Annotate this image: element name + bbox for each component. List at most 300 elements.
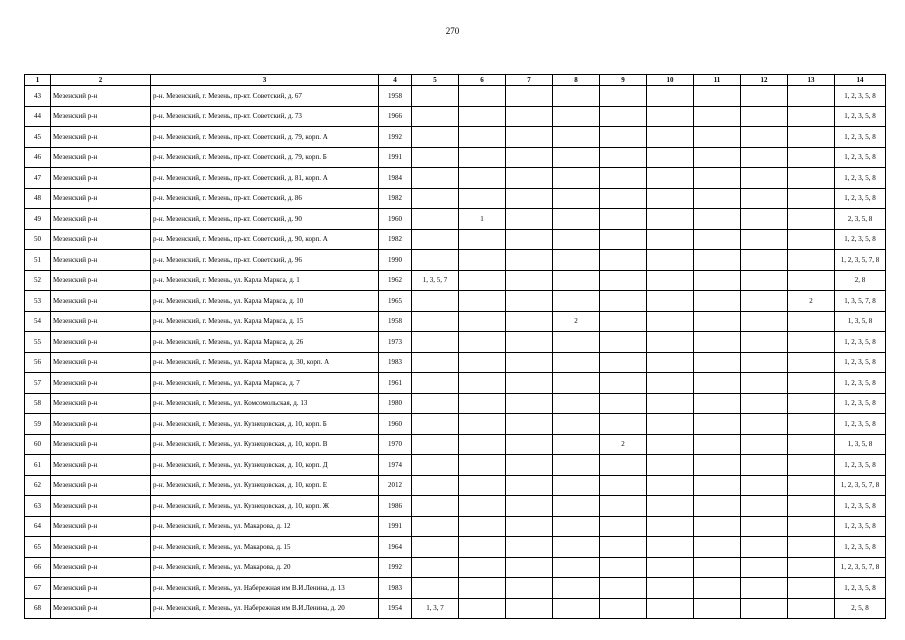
district-cell: Мезенский р-н — [51, 250, 151, 271]
col7-cell — [506, 229, 553, 250]
district-cell: Мезенский р-н — [51, 127, 151, 148]
col8-cell — [553, 455, 600, 476]
col12-cell — [741, 598, 788, 619]
col10-cell — [647, 127, 694, 148]
column-header: 4 — [379, 75, 412, 86]
col5-cell — [412, 168, 459, 189]
address-cell: р-н. Мезенский, г. Мезень, ул. Кузнецовская, д. 10, корп. Е — [151, 475, 379, 496]
col13-cell — [788, 106, 835, 127]
table-row — [25, 332, 886, 353]
year-cell: 1964 — [379, 537, 412, 558]
row-number-cell: 56 — [25, 352, 51, 373]
col8-cell — [553, 270, 600, 291]
district-cell: Мезенский р-н — [51, 557, 151, 578]
col5-cell — [412, 475, 459, 496]
table-row — [25, 168, 886, 189]
year-cell: 1960 — [379, 414, 412, 435]
district-cell: Мезенский р-н — [51, 578, 151, 599]
col12-cell — [741, 291, 788, 312]
col11-cell — [694, 188, 741, 209]
district-cell: Мезенский р-н — [51, 106, 151, 127]
col9-cell — [600, 147, 647, 168]
col8-cell — [553, 250, 600, 271]
table-row — [25, 291, 886, 312]
column-header: 10 — [647, 75, 694, 86]
col8-cell — [553, 434, 600, 455]
col13-cell — [788, 352, 835, 373]
col6-cell — [459, 229, 506, 250]
col13-cell — [788, 578, 835, 599]
col11-cell — [694, 270, 741, 291]
address-cell: р-н. Мезенский, г. Мезень, ул. Карла Маркса, д. 15 — [151, 311, 379, 332]
table-row — [25, 188, 886, 209]
col9-cell — [600, 516, 647, 537]
col13-cell — [788, 147, 835, 168]
row-number-cell: 62 — [25, 475, 51, 496]
year-cell: 1961 — [379, 373, 412, 394]
row-number-cell: 43 — [25, 86, 51, 107]
col10-cell — [647, 598, 694, 619]
district-cell: Мезенский р-н — [51, 168, 151, 189]
col5-cell — [412, 352, 459, 373]
year-cell: 1991 — [379, 516, 412, 537]
col10-cell — [647, 557, 694, 578]
col9-cell — [600, 557, 647, 578]
col14-cell: 1, 2, 3, 5, 8 — [835, 414, 886, 435]
address-cell: р-н. Мезенский, г. Мезень, ул. Кузнецовская, д. 10, корп. Ж — [151, 496, 379, 517]
district-cell: Мезенский р-н — [51, 188, 151, 209]
address-cell: р-н. Мезенский, г. Мезень, ул. Карла Маркса, д. 1 — [151, 270, 379, 291]
col11-cell — [694, 311, 741, 332]
address-cell: р-н. Мезенский, г. Мезень, ул. Макарова, д. 15 — [151, 537, 379, 558]
col9-cell — [600, 332, 647, 353]
col7-cell — [506, 291, 553, 312]
col14-cell: 1, 3, 5, 8 — [835, 311, 886, 332]
page-number: 270 — [445, 26, 460, 36]
col5-cell — [412, 127, 459, 148]
row-number-cell: 48 — [25, 188, 51, 209]
address-cell: р-н. Мезенский, г. Мезень, ул. Кузнецовская, д. 10, корп. Б — [151, 414, 379, 435]
col11-cell — [694, 496, 741, 517]
col7-cell — [506, 475, 553, 496]
col8-cell — [553, 168, 600, 189]
col7-cell — [506, 434, 553, 455]
row-number-cell: 66 — [25, 557, 51, 578]
col14-cell: 1, 3, 5, 7, 8 — [835, 291, 886, 312]
col6-cell — [459, 188, 506, 209]
col13-cell — [788, 188, 835, 209]
col12-cell — [741, 209, 788, 230]
col10-cell — [647, 291, 694, 312]
year-cell: 1958 — [379, 86, 412, 107]
col12-cell — [741, 270, 788, 291]
col12-cell — [741, 311, 788, 332]
col6-cell — [459, 106, 506, 127]
col7-cell — [506, 496, 553, 517]
table-row — [25, 270, 886, 291]
col8-cell — [553, 598, 600, 619]
year-cell: 1958 — [379, 311, 412, 332]
col7-cell — [506, 311, 553, 332]
col5-cell — [412, 229, 459, 250]
col8-cell — [553, 414, 600, 435]
col14-cell: 1, 2, 3, 5, 7, 8 — [835, 475, 886, 496]
address-cell: р-н. Мезенский, г. Мезень, пр-кт. Советский, д. 90 — [151, 209, 379, 230]
district-cell: Мезенский р-н — [51, 270, 151, 291]
table-row — [25, 106, 886, 127]
col13-cell — [788, 332, 835, 353]
year-cell: 1984 — [379, 168, 412, 189]
col10-cell — [647, 455, 694, 476]
row-number-cell: 50 — [25, 229, 51, 250]
col8-cell — [553, 291, 600, 312]
col13-cell — [788, 434, 835, 455]
col12-cell — [741, 229, 788, 250]
col6-cell — [459, 311, 506, 332]
table-row — [25, 393, 886, 414]
col8-cell — [553, 332, 600, 353]
row-number-cell: 59 — [25, 414, 51, 435]
col11-cell — [694, 332, 741, 353]
col7-cell — [506, 250, 553, 271]
col6-cell — [459, 291, 506, 312]
col12-cell — [741, 475, 788, 496]
year-cell: 1982 — [379, 188, 412, 209]
col12-cell — [741, 434, 788, 455]
col11-cell — [694, 434, 741, 455]
district-cell: Мезенский р-н — [51, 537, 151, 558]
col9-cell — [600, 414, 647, 435]
col14-cell: 2, 8 — [835, 270, 886, 291]
col10-cell — [647, 434, 694, 455]
col13-cell — [788, 455, 835, 476]
row-number-cell: 47 — [25, 168, 51, 189]
col14-cell: 1, 3, 5, 8 — [835, 434, 886, 455]
year-cell: 1990 — [379, 250, 412, 271]
col5-cell — [412, 311, 459, 332]
address-cell: р-н. Мезенский, г. Мезень, пр-кт. Советский, д. 96 — [151, 250, 379, 271]
col10-cell — [647, 147, 694, 168]
col13-cell — [788, 496, 835, 517]
col11-cell — [694, 537, 741, 558]
address-cell: р-н. Мезенский, г. Мезень, пр-кт. Советский, д. 90, корп. А — [151, 229, 379, 250]
col14-cell: 1, 2, 3, 5, 8 — [835, 496, 886, 517]
col13-cell — [788, 557, 835, 578]
col6-cell — [459, 414, 506, 435]
table-row — [25, 557, 886, 578]
table-row — [25, 516, 886, 537]
col8-cell — [553, 86, 600, 107]
col11-cell — [694, 373, 741, 394]
col7-cell — [506, 270, 553, 291]
col5-cell: 1, 3, 5, 7 — [412, 270, 459, 291]
row-number-cell: 45 — [25, 127, 51, 148]
table-row — [25, 229, 886, 250]
year-cell: 1960 — [379, 209, 412, 230]
col13-cell — [788, 86, 835, 107]
col13-cell — [788, 270, 835, 291]
col14-cell: 1, 2, 3, 5, 8 — [835, 86, 886, 107]
col7-cell — [506, 127, 553, 148]
col13-cell — [788, 393, 835, 414]
col14-cell: 1, 2, 3, 5, 8 — [835, 373, 886, 394]
col12-cell — [741, 537, 788, 558]
col6-cell — [459, 516, 506, 537]
table-row — [25, 475, 886, 496]
col7-cell — [506, 147, 553, 168]
col7-cell — [506, 106, 553, 127]
col11-cell — [694, 229, 741, 250]
row-number-cell: 58 — [25, 393, 51, 414]
col10-cell — [647, 352, 694, 373]
col12-cell — [741, 516, 788, 537]
row-number-cell: 46 — [25, 147, 51, 168]
col10-cell — [647, 537, 694, 558]
col7-cell — [506, 557, 553, 578]
row-number-cell: 55 — [25, 332, 51, 353]
col9-cell — [600, 86, 647, 107]
row-number-cell: 64 — [25, 516, 51, 537]
year-cell: 1973 — [379, 332, 412, 353]
address-cell: р-н. Мезенский, г. Мезень, ул. Кузнецовская, д. 10, корп. В — [151, 434, 379, 455]
col14-cell: 1, 2, 3, 5, 8 — [835, 516, 886, 537]
table-row — [25, 537, 886, 558]
year-cell: 2012 — [379, 475, 412, 496]
col7-cell — [506, 455, 553, 476]
col5-cell — [412, 250, 459, 271]
year-cell: 1954 — [379, 598, 412, 619]
address-cell: р-н. Мезенский, г. Мезень, пр-кт. Советский, д. 79, корп. Б — [151, 147, 379, 168]
col11-cell — [694, 475, 741, 496]
col8-cell — [553, 393, 600, 414]
year-cell: 1966 — [379, 106, 412, 127]
col5-cell — [412, 496, 459, 517]
district-cell: Мезенский р-н — [51, 598, 151, 619]
col13-cell: 2 — [788, 291, 835, 312]
address-cell: р-н. Мезенский, г. Мезень, пр-кт. Советский, д. 73 — [151, 106, 379, 127]
col11-cell — [694, 578, 741, 599]
col14-cell: 1, 2, 3, 5, 8 — [835, 147, 886, 168]
col5-cell — [412, 373, 459, 394]
col13-cell — [788, 311, 835, 332]
col12-cell — [741, 455, 788, 476]
district-cell: Мезенский р-н — [51, 147, 151, 168]
column-header: 12 — [741, 75, 788, 86]
col6-cell — [459, 434, 506, 455]
table-row — [25, 311, 886, 332]
column-header: 9 — [600, 75, 647, 86]
year-cell: 1983 — [379, 352, 412, 373]
col9-cell — [600, 455, 647, 476]
col12-cell — [741, 557, 788, 578]
address-cell: р-н. Мезенский, г. Мезень, пр-кт. Советский, д. 86 — [151, 188, 379, 209]
col11-cell — [694, 393, 741, 414]
col7-cell — [506, 578, 553, 599]
col7-cell — [506, 414, 553, 435]
col5-cell — [412, 188, 459, 209]
col14-cell: 1, 2, 3, 5, 8 — [835, 332, 886, 353]
table-row — [25, 578, 886, 599]
address-cell: р-н. Мезенский, г. Мезень, ул. Набережная им В.И.Ленина, д. 13 — [151, 578, 379, 599]
column-header: 5 — [412, 75, 459, 86]
col10-cell — [647, 373, 694, 394]
col12-cell — [741, 332, 788, 353]
col12-cell — [741, 147, 788, 168]
col9-cell — [600, 496, 647, 517]
column-header: 13 — [788, 75, 835, 86]
col5-cell — [412, 414, 459, 435]
col12-cell — [741, 106, 788, 127]
col14-cell: 1, 2, 3, 5, 7, 8 — [835, 557, 886, 578]
col6-cell — [459, 168, 506, 189]
col7-cell — [506, 393, 553, 414]
row-number-cell: 65 — [25, 537, 51, 558]
table-row — [25, 455, 886, 476]
col6-cell — [459, 393, 506, 414]
row-number-cell: 67 — [25, 578, 51, 599]
district-cell: Мезенский р-н — [51, 332, 151, 353]
col8-cell — [553, 209, 600, 230]
col8-cell — [553, 229, 600, 250]
district-cell: Мезенский р-н — [51, 393, 151, 414]
col10-cell — [647, 393, 694, 414]
col9-cell — [600, 537, 647, 558]
col5-cell: 1, 3, 7 — [412, 598, 459, 619]
col14-cell: 1, 2, 3, 5, 8 — [835, 168, 886, 189]
col9-cell — [600, 270, 647, 291]
col6-cell: 1 — [459, 209, 506, 230]
col10-cell — [647, 578, 694, 599]
address-cell: р-н. Мезенский, г. Мезень, ул. Набережная им В.И.Ленина, д. 20 — [151, 598, 379, 619]
year-cell: 1991 — [379, 147, 412, 168]
col9-cell — [600, 578, 647, 599]
col9-cell — [600, 250, 647, 271]
table-row — [25, 496, 886, 517]
col6-cell — [459, 127, 506, 148]
col5-cell — [412, 557, 459, 578]
col13-cell — [788, 516, 835, 537]
col5-cell — [412, 393, 459, 414]
address-cell: р-н. Мезенский, г. Мезень, ул. Макарова, д. 12 — [151, 516, 379, 537]
year-cell: 1982 — [379, 229, 412, 250]
col6-cell — [459, 475, 506, 496]
col6-cell — [459, 86, 506, 107]
col13-cell — [788, 209, 835, 230]
col9-cell — [600, 373, 647, 394]
table-row — [25, 127, 886, 148]
col12-cell — [741, 250, 788, 271]
row-number-cell: 51 — [25, 250, 51, 271]
col14-cell: 1, 2, 3, 5, 8 — [835, 127, 886, 148]
col10-cell — [647, 414, 694, 435]
district-cell: Мезенский р-н — [51, 229, 151, 250]
col13-cell — [788, 414, 835, 435]
col14-cell: 1, 2, 3, 5, 7, 8 — [835, 250, 886, 271]
address-cell: р-н. Мезенский, г. Мезень, пр-кт. Советский, д. 67 — [151, 86, 379, 107]
col11-cell — [694, 209, 741, 230]
year-cell: 1962 — [379, 270, 412, 291]
table-row — [25, 352, 886, 373]
col9-cell — [600, 393, 647, 414]
row-number-cell: 54 — [25, 311, 51, 332]
col12-cell — [741, 352, 788, 373]
col11-cell — [694, 516, 741, 537]
district-cell: Мезенский р-н — [51, 352, 151, 373]
row-number-cell: 68 — [25, 598, 51, 619]
col11-cell — [694, 557, 741, 578]
row-number-cell: 57 — [25, 373, 51, 394]
col14-cell: 1, 2, 3, 5, 8 — [835, 578, 886, 599]
col11-cell — [694, 127, 741, 148]
col6-cell — [459, 455, 506, 476]
col9-cell: 2 — [600, 434, 647, 455]
col9-cell — [600, 352, 647, 373]
col12-cell — [741, 496, 788, 517]
col14-cell: 1, 2, 3, 5, 8 — [835, 393, 886, 414]
col14-cell: 1, 2, 3, 5, 8 — [835, 188, 886, 209]
column-header: 3 — [151, 75, 379, 86]
col10-cell — [647, 106, 694, 127]
address-cell: р-н. Мезенский, г. Мезень, ул. Макарова, д. 20 — [151, 557, 379, 578]
year-cell: 1992 — [379, 127, 412, 148]
col9-cell — [600, 127, 647, 148]
col11-cell — [694, 291, 741, 312]
col9-cell — [600, 168, 647, 189]
table-row — [25, 209, 886, 230]
col6-cell — [459, 270, 506, 291]
col14-cell: 1, 2, 3, 5, 8 — [835, 229, 886, 250]
table-row — [25, 250, 886, 271]
col6-cell — [459, 557, 506, 578]
row-number-cell: 63 — [25, 496, 51, 517]
row-number-cell: 61 — [25, 455, 51, 476]
col13-cell — [788, 475, 835, 496]
col7-cell — [506, 516, 553, 537]
col5-cell — [412, 578, 459, 599]
address-cell: р-н. Мезенский, г. Мезень, пр-кт. Советский, д. 79, корп. А — [151, 127, 379, 148]
col6-cell — [459, 250, 506, 271]
col11-cell — [694, 250, 741, 271]
table-row — [25, 434, 886, 455]
year-cell: 1974 — [379, 455, 412, 476]
col12-cell — [741, 188, 788, 209]
row-number-cell: 49 — [25, 209, 51, 230]
col10-cell — [647, 311, 694, 332]
district-cell: Мезенский р-н — [51, 414, 151, 435]
col8-cell — [553, 373, 600, 394]
table-row — [25, 373, 886, 394]
address-cell: р-н. Мезенский, г. Мезень, ул. Кузнецовская, д. 10, корп. Д — [151, 455, 379, 476]
district-cell: Мезенский р-н — [51, 475, 151, 496]
col10-cell — [647, 475, 694, 496]
col9-cell — [600, 209, 647, 230]
col10-cell — [647, 168, 694, 189]
year-cell: 1992 — [379, 557, 412, 578]
col11-cell — [694, 86, 741, 107]
col11-cell — [694, 414, 741, 435]
col9-cell — [600, 188, 647, 209]
col10-cell — [647, 496, 694, 517]
col12-cell — [741, 86, 788, 107]
col5-cell — [412, 516, 459, 537]
col8-cell — [553, 578, 600, 599]
col14-cell: 1, 2, 3, 5, 8 — [835, 537, 886, 558]
col13-cell — [788, 537, 835, 558]
district-cell: Мезенский р-н — [51, 516, 151, 537]
col8-cell — [553, 537, 600, 558]
year-cell: 1986 — [379, 496, 412, 517]
district-cell: Мезенский р-н — [51, 209, 151, 230]
